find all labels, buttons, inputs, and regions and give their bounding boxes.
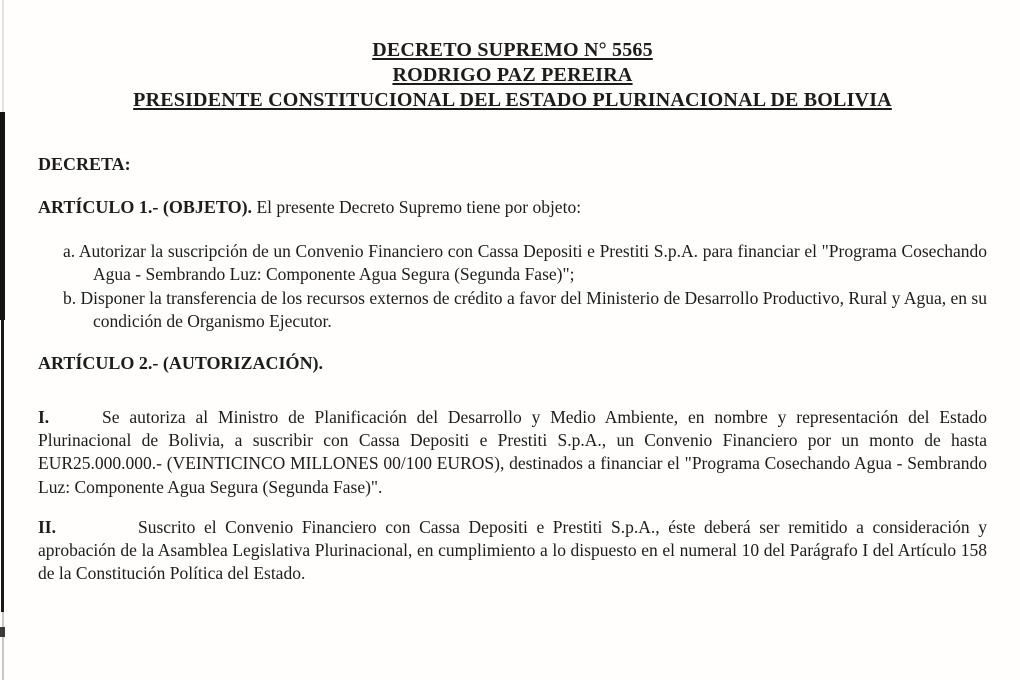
clause-II (38, 516, 987, 586)
clause-I-marker: I. (38, 407, 50, 428)
list-item-a (63, 240, 987, 286)
clause-I (38, 406, 987, 499)
list-marker-b: b. (63, 287, 77, 308)
decree-title: DECRETO SUPREMO N° 5565 (372, 39, 653, 61)
president-name: RODRIGO PAZ PEREIRA (392, 64, 633, 86)
list-text-a: Autorizar la suscripción de un Convenio Financiero con Cassa Depositi e Prestiti S.p.A. para financiar el "Programa Cosechando Agua - Sembrando Luz: Componente Agua Segura (Segunda Fase)"; (78, 241, 987, 285)
page-edge-artifact-blob (0, 627, 5, 637)
article-1-item-list (38, 240, 987, 333)
article-1-intro: El presente Decreto Supremo tiene por objeto: (256, 197, 582, 217)
article-1-paragraph (38, 196, 987, 219)
document-content (38, 0, 987, 585)
clause-II-text: Suscrito el Convenio Financiero con Cassa Depositi e Prestiti S.p.A., éste deberá ser remitido a consideración y aprobación de la Asamblea Legislativa Plurinacional, en cumplimiento a lo dispuesto en el numeral 10 del Parágrafo I del Artículo 158 de la Constitución Política del Estado. (38, 516, 987, 584)
clause-I-text: Se autoriza al Ministro de Planificación del Desarrollo y Medio Ambiente, en nombre y representación del Estado Plurinacional de Bolivia, a suscribir con Cassa Depositi e Prestiti S.p.A., un Convenio Financiero por un monto de hasta EUR25.000.000.- (VEINTICINCO MILLONES 00/100 EUROS), destinados a financiar el "Programa Cosechando Agua - Sembrando Luz: Componente Agua Segura (Segunda Fase)". (38, 407, 987, 497)
list-item-b (63, 287, 987, 333)
president-title: PRESIDENTE CONSTITUCIONAL DEL ESTADO PLURINACIONAL DE BOLIVIA (133, 89, 892, 111)
clause-II-marker: II. (38, 516, 56, 537)
page-edge-artifact-upper (0, 112, 5, 320)
list-marker-a: a. (63, 241, 76, 262)
document-header (38, 38, 987, 113)
page-edge-artifact-top (2, 0, 4, 112)
article-2-heading: ARTÍCULO 2.- (AUTORIZACIÓN). (38, 353, 324, 374)
page-edge-artifact-bottom (2, 612, 4, 680)
page-edge-artifact-lower (1, 320, 4, 612)
list-text-b: Disponer la transferencia de los recursos externos de crédito a favor del Ministerio de Desarrollo Productivo, Rural y Agua, en su condición de Organismo Ejecutor. (80, 287, 987, 331)
decreta-label: DECRETA: (38, 154, 131, 174)
article-1-heading: ARTÍCULO 1.- (OBJETO). (38, 197, 253, 217)
